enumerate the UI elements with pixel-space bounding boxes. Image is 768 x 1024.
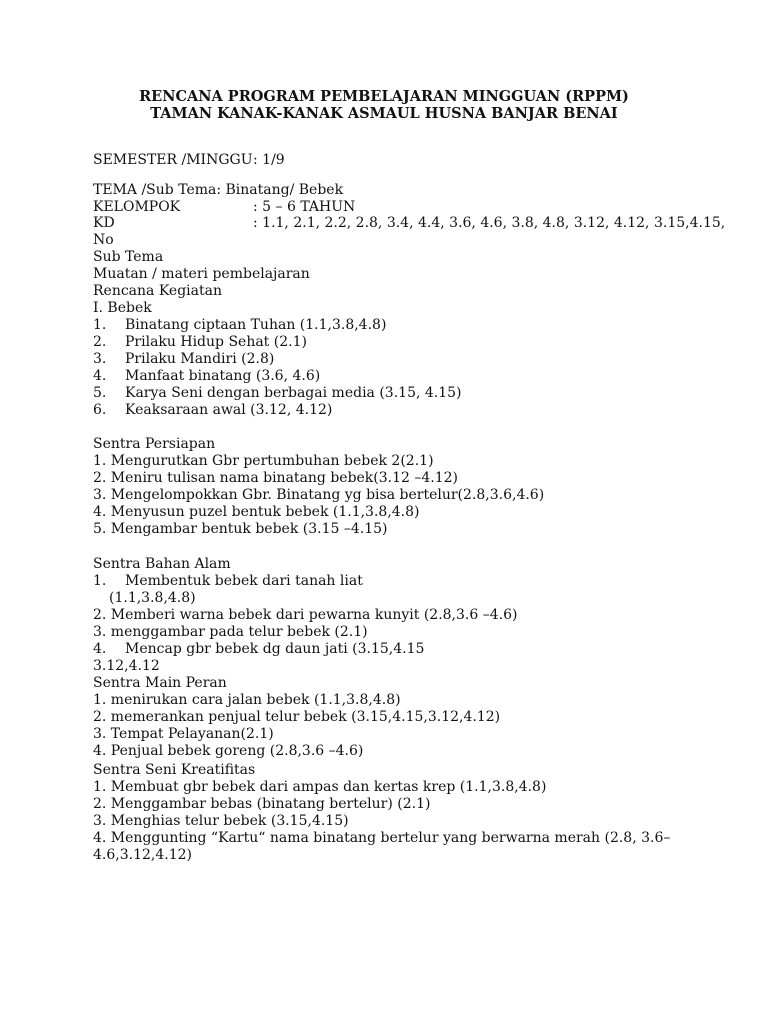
bebek-list-item [93, 385, 462, 402]
persiapan-item: 3. Mengelompokkan Gbr. Binatang yg bisa bertelur(2.8,3.6,4.6) [93, 487, 545, 503]
bebek-list-item [93, 317, 386, 334]
bebek-list-item [93, 402, 332, 419]
bahan-alam-item-continuation: (1.1,3.8,4.8) [109, 590, 196, 606]
bahan-alam-item [93, 641, 424, 658]
bahan-alam-item [93, 573, 363, 590]
bebek-list-item [93, 368, 320, 385]
seni-item: 2. Menggambar bebas (binatang bertelur) (2.1) [93, 796, 431, 812]
main-peran-item: 1. menirukan cara jalan bebek (1.1,3.8,4.8) [93, 692, 401, 708]
persiapan-item: 1. Mengurutkan Gbr pertumbuhan bebek 2(2.1) [93, 453, 434, 469]
no-line: No [93, 232, 114, 248]
sentra-bahan-alam-heading: Sentra Bahan Alam [93, 556, 231, 572]
bahan-alam-item: 3. menggambar pada telur bebek (2.1) [93, 624, 368, 640]
persiapan-item: 4. Menyusun puzel bentuk bebek (1.1,3.8,4.8) [93, 504, 420, 520]
school-name: TAMAN KANAK-KANAK ASMAUL HUSNA BANJAR BENAI [150, 105, 618, 122]
kd-value: : 1.1, 2.1, 2.2, 2.8, 3.4, 4.4, 3.6, 4.6, 3.8, 4.8, 3.12, 4.12, 3.15,4.15, [253, 215, 726, 231]
seni-item-continuation: 4.6,3.12,4.12) [93, 847, 192, 863]
tema-line: TEMA /Sub Tema: Binatang/ Bebek [93, 182, 344, 198]
main-peran-item: 4. Penjual bebek goreng (2.8,3.6 –4.6) [93, 743, 364, 759]
persiapan-item: 5. Mengambar bentuk bebek (3.15 –4.15) [93, 521, 388, 537]
list-number: 1. [93, 317, 107, 333]
list-number: 5. [93, 385, 107, 401]
sentra-main-peran-heading: Sentra Main Peran [93, 675, 227, 691]
list-text: Manfaat binatang (3.6, 4.6) [125, 368, 321, 384]
document-title: RENCANA PROGRAM PEMBELAJARAN MINGGUAN (RPPM) [139, 88, 629, 105]
list-text: Keaksaraan awal (3.12, 4.12) [125, 402, 333, 418]
sentra-seni-kreatifitas-heading: Sentra Seni Kreatifitas [93, 762, 256, 778]
kd-line [93, 215, 725, 232]
muatan-line: Muatan / materi pembelajaran [93, 266, 310, 282]
list-number: 1. [93, 573, 107, 589]
bebek-list-item [93, 334, 307, 351]
semester-value: : 1/9 [253, 152, 285, 168]
rencana-kegiatan-line: Rencana Kegiatan [93, 283, 222, 299]
bebek-heading: I. Bebek [93, 300, 152, 316]
list-number: 6. [93, 402, 107, 418]
kelompok-value: : 5 – 6 TAHUN [253, 199, 356, 215]
persiapan-item: 2. Meniru tulisan nama binatang bebek(3.12 –4.12) [93, 470, 459, 486]
main-peran-item: 3. Tempat Pelayanan(2.1) [93, 726, 274, 742]
bahan-alam-item: 2. Memberi warna bebek dari pewarna kunyit (2.8,3.6 –4.6) [93, 607, 518, 623]
list-number: 4. [93, 641, 107, 657]
list-text: Mencap gbr bebek dg daun jati (3.15,4.15 [125, 641, 425, 657]
semester-line [93, 152, 285, 169]
list-text: Binatang ciptaan Tuhan (1.1,3.8,4.8) [125, 317, 387, 333]
list-number: 2. [93, 334, 107, 350]
list-text: Karya Seni dengan berbagai media (3.15, 4.15) [125, 385, 462, 401]
kelompok-label: KELOMPOK [93, 199, 181, 215]
kd-label: KD [93, 215, 115, 231]
main-peran-item: 2. memerankan penjual telur bebek (3.15,4.15,3.12,4.12) [93, 709, 501, 725]
list-text: Prilaku Hidup Sehat (2.1) [125, 334, 307, 350]
bahan-alam-item-continuation: 3.12,4.12 [93, 658, 160, 674]
sentra-persiapan-heading: Sentra Persiapan [93, 436, 216, 452]
list-text: Membentuk bebek dari tanah liat [125, 573, 363, 589]
bebek-list-item [93, 351, 274, 368]
semester-label: SEMESTER /MINGGU [93, 152, 253, 168]
seni-item: 4. Menggunting “Kartu“ nama binatang bertelur yang berwarna merah (2.8, 3.6– [93, 830, 671, 846]
kelompok-line [93, 199, 355, 216]
list-text: Prilaku Mandiri (2.8) [125, 351, 275, 367]
seni-item: 1. Membuat gbr bebek dari ampas dan kertas krep (1.1,3.8,4.8) [93, 779, 547, 795]
sub-tema-line: Sub Tema [93, 249, 164, 265]
list-number: 3. [93, 351, 107, 367]
list-number: 4. [93, 368, 107, 384]
seni-item: 3. Menghias telur bebek (3.15,4.15) [93, 813, 349, 829]
